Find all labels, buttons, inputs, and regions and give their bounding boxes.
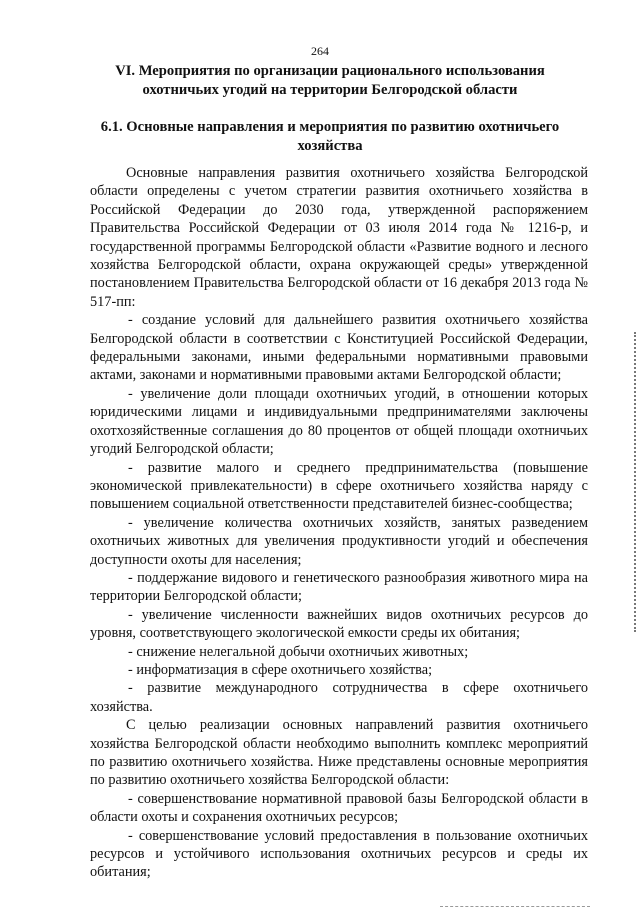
scan-edge-marks [634, 332, 638, 632]
list-item: - поддержание видового и генетического разнообразия животного мира на территории Белгородской области; [90, 569, 588, 605]
list-item: - развитие малого и среднего предпринимательства (повышение экономической привлекательности) в сфере охотничьего хозяйства наряду с повышением социальной ответственности представителей бизнес-сообщества; [90, 459, 588, 513]
measures-paragraph: С целью реализации основных направлений развития охотничьего хозяйства Белгородской области необходимо выполнить комплекс мероприятий по развитию охотничьего хозяйства. Ниже представлены основные мероприятия по развитию охотничьего хозяйства Белгородской области: [90, 717, 588, 789]
document-body [90, 164, 588, 882]
list-item: - увеличение доли площади охотничьих угодий, в отношении которых юридическими лицами и индивидуальными предпринимателями заключены охотхозяйственные соглашения до 80 процентов от общей площади охотничьих угодий Белгородской области; [90, 385, 588, 458]
list-item: - информатизация в сфере охотничьего хозяйства; [128, 661, 433, 678]
list-item: - развитие международного сотрудничества в сфере охотничьего хозяйства. [90, 680, 588, 715]
list-item: - снижение нелегальной добычи охотничьих животных; [128, 643, 469, 660]
subsection-title: 6.1. Основные направления и мероприятия по развитию охотничьего хозяйства [100, 119, 560, 154]
list-item: - совершенствование нормативной правовой базы Белгородской области в области охоты и сохранения охотничьих ресурсов; [90, 790, 588, 826]
list-item: - увеличение количества охотничьих хозяйств, занятых разведением охотничьих животных для увеличения продуктивности угодий и обеспечения доступности охоты для населения; [90, 514, 588, 568]
list-item: - совершенствование условий предоставления в пользование охотничьих ресурсов и устойчивого использования охотничьих ресурсов и среды их обитания; [90, 827, 588, 881]
scan-bottom-mark [440, 906, 590, 907]
intro-paragraph: Основные направления развития охотничьего хозяйства Белгородской области определены с учетом стратегии развития охотничьего хозяйства в Российской Федерации до 2030 года, утвержденной распоряжением Правительства Российской Федерации от 03 июля 2014 года № 1216-р, и государственной программы Белгородской области «Развитие водного и лесного хозяйства Белгородской области, охрана окружающей среды» утвержденной постановлением Правительства Белгородской области от 16 декабря 2013 года № 517-пп: [90, 165, 588, 310]
page-number: 264 [311, 44, 329, 58]
list-item: - создание условий для дальнейшего развития охотничьего хозяйства Белгородской области в соответствии с Конституцией Российской Федерации, федеральными законами, иными федеральными нормативными правовыми актами, законами и нормативными правовыми актами Белгородской области; [90, 312, 588, 384]
list-item: - увеличение численности важнейших видов охотничьих ресурсов до уровня, соответствующего экологической емкости среды их обитания; [90, 606, 588, 642]
section-title: VI. Мероприятия по организации рационального использования охотничьих угодий на территории Белгородской области [115, 63, 545, 98]
